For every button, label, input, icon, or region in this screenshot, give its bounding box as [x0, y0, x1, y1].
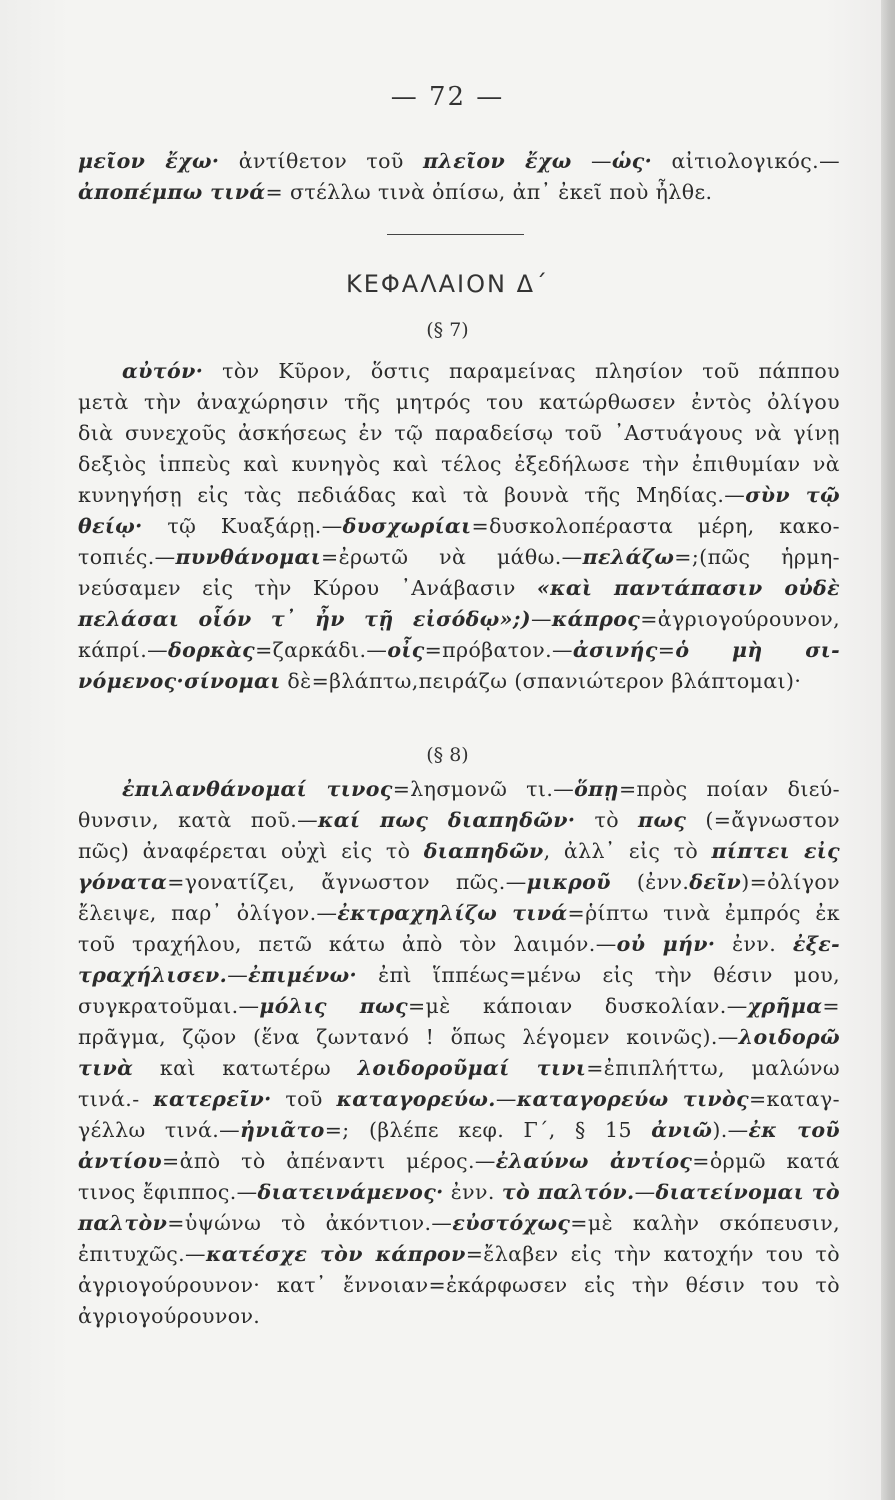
text-line: κυνηγήσῃ εἰς τὰς πεδιάδας καὶ τὰ βουνὰ τῆς Μηδίας.—σὺν τῷ: [78, 483, 840, 507]
text-line: συγκρατοῦμαι.—μόλις πως=μὲ κάποιαν δυσκολίαν.—χρῆμα=: [78, 994, 840, 1018]
section-7-heading: (§ 7): [426, 319, 469, 341]
text-line: μεῖον ἔχω· ἀντίθετον τοῦ πλεῖον ἔχω —ὡς· αἰτιολογικός.—: [78, 149, 840, 173]
text-line: νεύσαμεν εἰς τὴν Κύρου ᾽Ανάβασιν «καὶ παντάπασιν οὐδὲ: [78, 576, 840, 600]
text-line: πρᾶγμα, ζῷον (ἕνα ζωντανό ! ὅπως λέγομεν κοινῶς).—λοιδορῶ: [78, 1025, 840, 1049]
text-line: ἀντίου=ἀπὸ τὸ ἀπέναντι μέρος.—ἐλαύνω ἀντίος=ὁρμῶ κατά: [78, 1149, 840, 1173]
text-line: πελάσαι οἷόν τ᾽ ἦν τῇ εἰσόδῳ»;)—κάπρος=ἀγριογούρουνον,: [78, 607, 840, 631]
text-line: ἀγριογούρουνον· κατ᾽ ἔννοιαν=ἐκάρφωσεν εἰς τὴν θέσιν του τὸ: [78, 1273, 840, 1297]
text-line: αὐτόν· τὸν Κῦρον, ὅστις παραμείνας πλησίον τοῦ πάππου: [122, 359, 840, 383]
text-line: δεξιὸς ἱππεὺς καὶ κυνηγὸς καὶ τέλος ἐξεδήλωσε τὴν ἐπιθυμίαν νὰ: [78, 452, 840, 476]
text-line: τοπιές.—πυνθάνομαι=ἐρωτῶ νὰ μάθω.—πελάζω=;(πῶς ἡρμη-: [78, 545, 841, 569]
text-line: τινά.- κατερεῖν· τοῦ καταγορεύω.—καταγορεύω τινὸς=καταγ-: [78, 1087, 840, 1111]
text-line: ἐπιτυχῶς.—κατέσχε τὸν κάπρον=ἔλαβεν εἰς τὴν κατοχήν του τὸ: [78, 1242, 841, 1266]
text-line: παλτὸν=ὑψώνω τὸ ἀκόντιον.—εὐστόχως=μὲ καλὴν σκόπευσιν,: [78, 1211, 840, 1235]
text-line: μετὰ τὴν ἀναχώρησιν τῆς μητρός του κατώρθωσεν ἐντὸς ὀλίγου: [78, 390, 840, 414]
text-line: ἐπιλανθάνομαί τινος=λησμονῶ τι.—ὅπῃ=πρὸς ποίαν διεύ-: [122, 777, 840, 801]
text-line: τινος ἔφιππος.—διατεινάμενος· ἐνν. τὸ παλτόν.—διατείνομαι τὸ: [78, 1180, 840, 1204]
text-line: ἔλειψε, παρ᾽ ὀλίγον.—ἐκτραχηλίζω τινά=ῥίπτω τινὰ ἐμπρός ἐκ: [78, 901, 840, 925]
text-line: πῶς) ἀναφέρεται οὐχὶ εἰς τὸ διαπηδῶν, ἀλλ᾽ εἰς τὸ πίπτει εἰς: [78, 839, 841, 863]
text-line: ἀγριογούρουνον.: [78, 1304, 261, 1328]
text-line: νόμενος·σίνομαι δὲ=βλάπτω,πειράζω (σπανιώτερον βλάπτομαι)·: [78, 669, 802, 693]
text-line: διὰ συνεχοῦς ἀσκήσεως ἐν τῷ παραδείσῳ τοῦ ᾽Αστυάγους νὰ γίνῃ: [78, 421, 840, 445]
text-line: ἀποπέμπω τινά= στέλλω τινὰ ὀπίσω, ἀπ᾽ ἐκεῖ ποὺ ἦλθε.: [78, 180, 713, 204]
text-line: τραχήλισεν.—ἐπιμένω· ἐπὶ ἵππέως=μένω εἰς τὴν θέσιν μου,: [78, 963, 840, 987]
text-line: θείῳ· τῷ Κυαξάρῃ.—δυσχωρίαι=δυσκολοπέραστα μέρη, κακο-: [78, 514, 840, 538]
section-8-heading: (§ 8): [426, 744, 469, 766]
text-line: τοῦ τραχήλου, πετῶ κάτω ἀπὸ τὸν λαιμόν.—οὐ μήν· ἐνν. ἐξε-: [78, 932, 841, 956]
text-line: τινὰ καὶ κατωτέρω λοιδοροῦμαί τινι=ἐπιπλήττω, μαλώνω: [78, 1056, 841, 1080]
text-line: θυνσιν, κατὰ ποῦ.—καί πως διαπηδῶν· τὸ πως (=ἄγνωστον: [78, 808, 840, 832]
chapter-title: ΚΕΦΑΛΑΙΟΝ Δ΄: [345, 270, 549, 298]
text-line: γόνατα=γονατίζει, ἄγνωστον πῶς.—μικροῦ (ἐνν.δεῖν)=ὀλίγον: [78, 870, 840, 894]
section-8-text: [78, 774, 840, 1332]
section-divider: [387, 234, 524, 235]
text-line: κάπρί.—δορκὰς=ζαρκάδι.—οἶς=πρόβατον.—ἀσινής=ὁ μὴ σι-: [78, 638, 840, 662]
page-number: — 72 —: [390, 82, 505, 112]
intro-text: [78, 146, 840, 208]
text-line: γέλλω τινά.—ἠνιᾶτο=; (βλέπε κεφ. Γ΄, § 15 ἀνιῶ).—ἐκ τοῦ: [78, 1118, 841, 1142]
section-7-text: [78, 356, 840, 697]
